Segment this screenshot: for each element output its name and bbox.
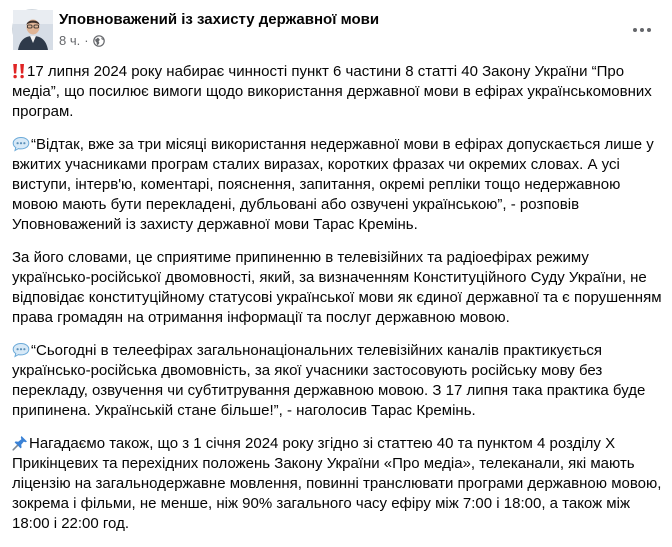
post-text bbox=[12, 62, 664, 547]
author-avatar[interactable] bbox=[12, 9, 52, 49]
paragraph-text: Нагадаємо також, що з 1 січня 2024 року згідно зі статтею 40 та пунктом 4 розділу Х Прикінцевих та перехідних положень Закону України «Про медіа», телеканали, які мають ліцензію на загальнодержавне мовлення, повинні транслювати програми державною мовою, зокрема і фільми, не менше, ніж 90% загального часу ефіру між 7:00 і 18:00, а також між 18:00 і 22:00 год. bbox=[12, 435, 662, 532]
globe-icon[interactable] bbox=[93, 35, 105, 47]
speech-bubble-icon bbox=[12, 136, 30, 152]
post-meta bbox=[59, 33, 105, 48]
post-paragraph bbox=[12, 62, 664, 122]
pushpin-icon bbox=[12, 435, 28, 451]
paragraph-text: “Відтак, вже за три місяці використання недержавної мови в ефірах допускається лише у вжитих учасниками програм сталих виразах, коротких фразах чи окремих словах. А усі виступи, інтерв'ю, коментарі, пояснення, запитання, окремі репліки тощо недержавною мовою мають бути перекладені, дубльовані або озвучені українською”, - розповів Уповноважений із захисту державної мови Тарас Кремінь. bbox=[12, 136, 654, 233]
post-paragraph bbox=[12, 434, 664, 534]
more-options-icon[interactable] bbox=[630, 20, 654, 40]
paragraph-text: “Сьогодні в телеефірах загальнонаціональних телевізійних каналів практикується українсько-російська двомовність, за якої учасники застосовують російську мову без перекладу, озвучення чи субтитрування державною мовою. З 17 липня така практика буде припинена. Українській стане більше!”, - наголосив Тарас Кремінь. bbox=[12, 342, 646, 419]
post-paragraph bbox=[12, 341, 664, 421]
meta-separator: · bbox=[84, 33, 89, 48]
post-paragraph bbox=[12, 248, 664, 328]
post-timestamp[interactable]: 8 ч. bbox=[59, 33, 81, 48]
post-paragraph bbox=[12, 135, 664, 235]
author-name[interactable]: Уповноважений із захисту державної мови bbox=[59, 11, 380, 28]
paragraph-text: 17 липня 2024 року набирає чинності пункт 6 частини 8 статті 40 Закону України “Про медіа”, що посилює вимоги щодо використання державної мови в ефірах українськомовних програм. bbox=[12, 63, 652, 120]
double-exclamation-icon bbox=[12, 63, 26, 79]
paragraph-text: За його словами, це сприятиме припиненню в телевізійних та радіоефірах режиму українсько-російської двомовності, який, за визначенням Конституційного Суду України, не відповідає конституційному статусові української мови як єдиної державної та є порушенням права громадян на отримання інформації та послуг державною мовою. bbox=[12, 249, 662, 326]
avatar-portrait bbox=[13, 10, 53, 50]
speech-bubble-icon bbox=[12, 342, 30, 358]
